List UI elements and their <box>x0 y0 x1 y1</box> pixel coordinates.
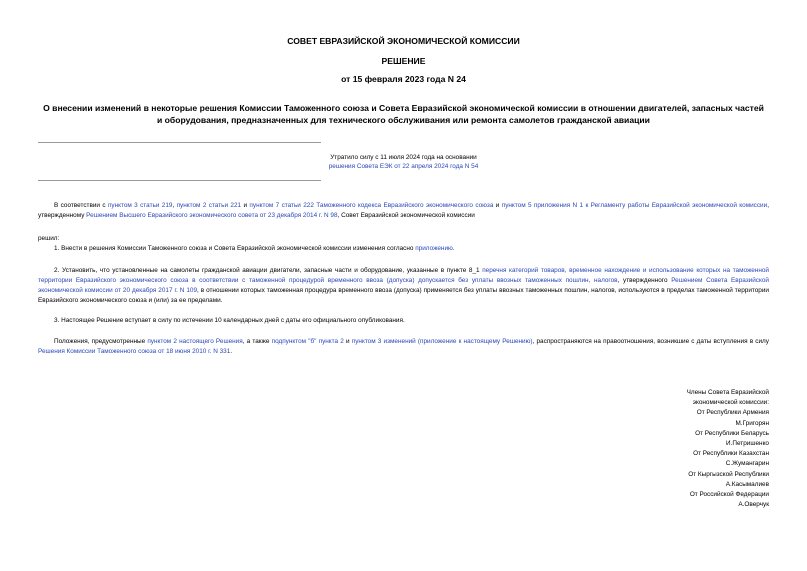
signature-line: От Кыргызской Республики <box>688 470 769 478</box>
bottom-divider <box>38 180 321 181</box>
preamble-text-3: и <box>241 202 250 209</box>
item-2-paragraph <box>38 266 769 306</box>
signature-line: М.Григорян <box>735 419 769 427</box>
link-article-219[interactable]: пунктом 3 статьи 219 <box>107 202 173 209</box>
link-supreme-council-decision-98[interactable]: Решением Высшего Евразийского экономического совета от 23 декабря 2014 г. N 98 <box>86 212 338 219</box>
provisions-paragraph <box>38 337 769 357</box>
signature-line: От Республики Беларусь <box>695 429 769 437</box>
link-goods-categories-list[interactable]: перечня категорий товаров, временное нахождение и использование которых на таможенной территории Евразийского экономического союза в соответствии с таможенной процедурой временного ввоза (допуска) допускается без уплаты ввозных таможенных пошлин, налогов <box>38 267 769 284</box>
signature-line: А.Касымалиев <box>725 480 769 488</box>
provisions-text-2: , а также <box>242 338 272 345</box>
signature-line: А.Оверчук <box>738 501 769 509</box>
signature-line: Члены Совета Евразийской <box>686 389 769 396</box>
document-title: О внесении изменений в некоторые решения Комиссии Таможенного союза и Совета Евразийской экономической комиссии в отношении двигателей, запасных частей и оборудования, предназначенных для технического обслуживания или ремонта самолетов гражданской авиации <box>43 103 764 125</box>
link-council-decision-109[interactable]: Решением Совета Евразийской экономической комиссии от 20 декабря 2017 г. N 109 <box>38 277 769 294</box>
signature-line: экономической комиссии: <box>692 399 769 407</box>
link-item-3-of-changes[interactable]: пунктом 3 изменений (приложение к настоящему Решению) <box>351 338 533 345</box>
provisions-text-4: , распространяются на правоотношения, возникшие с даты вступления в силу <box>532 338 769 345</box>
link-commission-regulations[interactable]: пунктом 5 приложения N 1 к Регламенту работы Евразийской экономической комиссии <box>501 202 768 209</box>
signature-line: От Республики Казахстан <box>693 450 769 458</box>
link-customs-union-decision-331[interactable]: Решения Комиссии Таможенного союза от 18 июня 2010 г. N 331 <box>38 348 231 355</box>
preamble-text-2: , <box>172 202 177 209</box>
decided-label: решил: <box>38 235 60 242</box>
repeal-status <box>300 153 507 171</box>
council-name: СОВЕТ ЕВРАЗИЙСКОЙ ЭКОНОМИЧЕСКОЙ КОМИССИИ <box>287 36 520 46</box>
signature-line: С.Жумангарин <box>725 460 769 468</box>
preamble-text-1: В соответствии с <box>54 202 108 209</box>
provisions-text-5: . <box>230 348 233 355</box>
link-appendix[interactable]: приложению <box>415 245 453 252</box>
signatures-block <box>569 388 769 510</box>
link-item-2-of-decision[interactable]: пунктом 2 настоящего Решения <box>147 338 243 345</box>
preamble-text-4: и <box>493 202 502 209</box>
preamble-paragraph <box>38 201 769 221</box>
link-subitem-b-item-2[interactable]: подпунктом "б" пункта 2 <box>271 338 344 345</box>
provisions-text-1: Положения, предусмотренные <box>54 338 148 345</box>
item-3-paragraph: 3. Настоящее Решение вступает в силу по истечении 10 календарных дней с даты его официального опубликования. <box>54 317 405 324</box>
preamble-text-6: , Совет Евразийской экономической комиссии <box>337 212 475 219</box>
link-customs-code-article-222[interactable]: пунктом 7 статьи 222 Таможенного кодекса Евразийского экономического союза <box>249 202 494 209</box>
document-date-number: от 15 февраля 2023 года N 24 <box>341 74 466 84</box>
link-article-221[interactable]: пунктом 2 статьи 221 <box>176 202 242 209</box>
item-2-text-3: , в отношении которых таможенная процедура временного ввоза (допуска) применяется без уплаты ввозных таможенных пошлин, налогов, используются в пределах таможенной территории Евразийского экономического союза и (или) за ее пределами. <box>38 287 769 304</box>
signature-line: От Российской Федерации <box>689 491 769 499</box>
item-2-text-1: 2. Установить, что установленные на самолеты гражданской авиации двигатели, запасные части и оборудование, указанные в пункте 8_1 <box>54 267 483 274</box>
signature-line: От Республики Армения <box>696 409 769 417</box>
item-1-paragraph <box>38 244 769 254</box>
top-divider <box>38 142 321 143</box>
item-1-text-end: . <box>452 245 455 252</box>
preamble-text-5: , утвержденному <box>38 202 769 219</box>
item-2-text-2: , утвержденного <box>617 277 672 284</box>
repeal-status-text: Утратило силу с 11 июля 2024 года на основании <box>330 154 477 161</box>
signature-line: И.Петришенко <box>726 440 769 448</box>
item-1-text: 1. Внести в решения Комиссии Таможенного союза и Совета Евразийской экономической комиссии изменения согласно <box>54 245 416 252</box>
repeal-decision-link[interactable]: решения Совета ЕЭК от 22 апреля 2024 года N 54 <box>328 163 479 170</box>
document-type: РЕШЕНИЕ <box>381 56 426 66</box>
provisions-text-3: и <box>343 338 352 345</box>
